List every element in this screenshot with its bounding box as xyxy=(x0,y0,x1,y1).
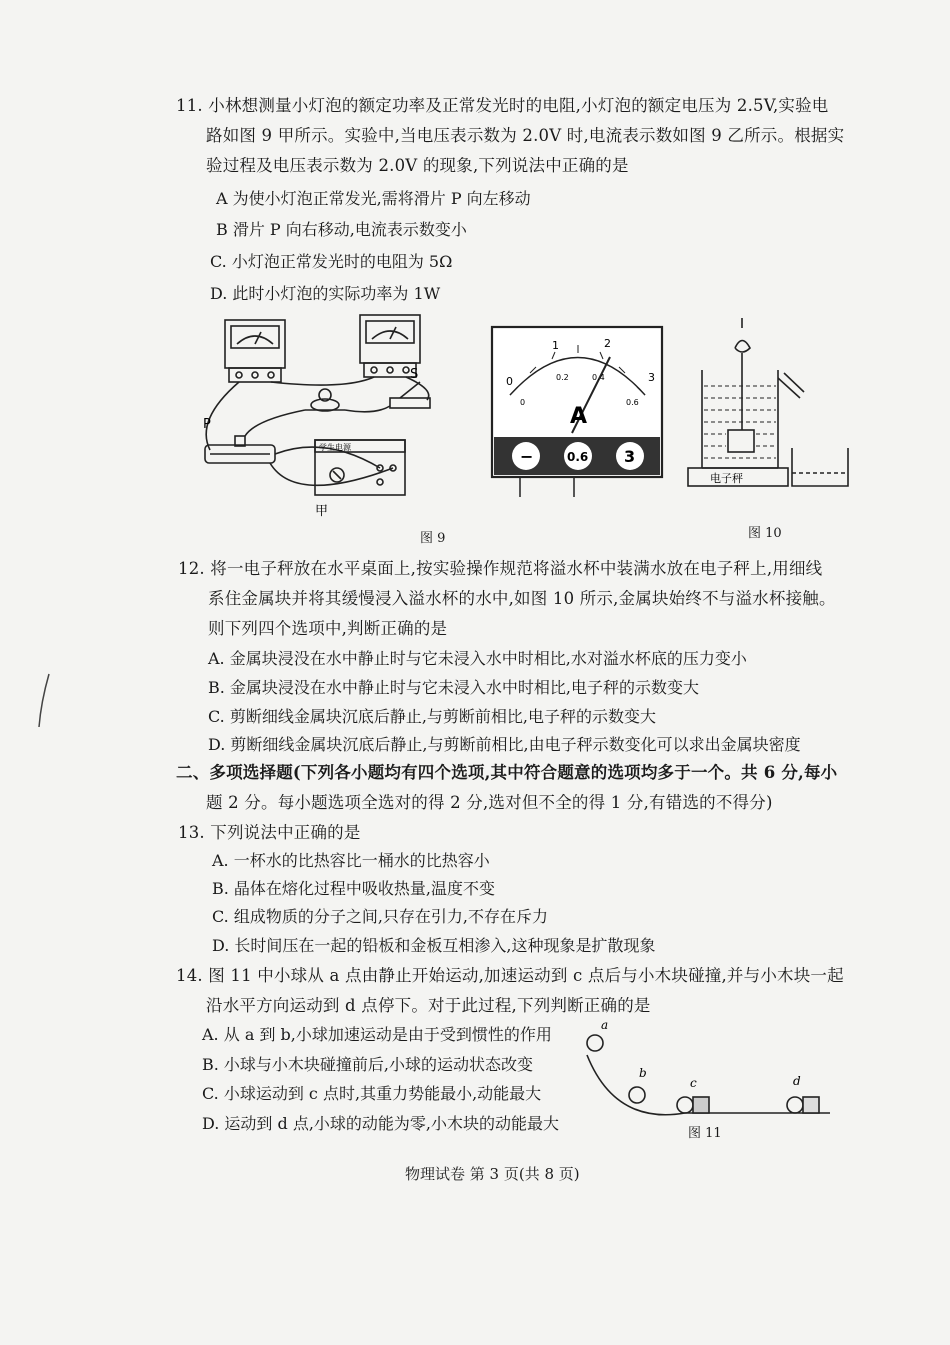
ammeter-tick-2: 2 xyxy=(604,337,611,350)
fig11-block-c xyxy=(693,1097,709,1113)
section2-line-2: 题 2 分。每小题选项全选对的得 2 分,选对但不全的得 1 分,有错选的不得分) xyxy=(206,793,773,812)
section2-line-1: 二、多项选择题(下列各小题均有四个选项,其中符合题意的选项均多于一个。共 6 分,每小 xyxy=(176,763,838,782)
q12-option-d: D. 剪断细线金属块沉底后静止,与剪断前相比,由电子秤示数变化可以求出金属块密度 xyxy=(208,735,801,754)
q12-line-3: 则下列四个选项中,判断正确的是 xyxy=(208,619,448,638)
fig11-diagram xyxy=(575,1015,840,1120)
fig10-scale-label: 电子秤 xyxy=(710,472,743,485)
q12-line-1: 12. 将一电子秤放在水平桌面上,按实验操作规范将溢水杯中装满水放在电子秤上,用细线 xyxy=(178,559,823,578)
ammeter-unit: A xyxy=(570,404,588,429)
page-footer: 物理试卷 第 3 页(共 8 页) xyxy=(405,1165,580,1183)
fig11-ball-c xyxy=(677,1097,693,1113)
margin-pencil-mark xyxy=(35,672,55,732)
terminal-3: 3 xyxy=(624,447,636,466)
q13-stem: 13. 下列说法中正确的是 xyxy=(178,823,361,842)
ammeter-subtick-3: 0.6 xyxy=(626,398,639,407)
fig9-label-jia: 甲 xyxy=(315,504,329,519)
ammeter-tick-3: 3 xyxy=(648,371,655,384)
fig9-circuit-diagram xyxy=(195,310,465,520)
q11-option-c: C. 小灯泡正常发光时的电阻为 5Ω xyxy=(210,252,453,271)
q14-line-1: 14. 图 11 中小球从 a 点由静止开始运动,加速运动到 c 点后与小木块碰撞,并与小木块一起 xyxy=(176,966,844,985)
q12-option-b: B. 金属块浸没在水中静止时与它未浸入水中时相比,电子秤的示数变大 xyxy=(208,678,700,697)
fig9-label-p: P xyxy=(203,417,211,432)
q11-line-3: 验过程及电压表示数为 2.0V 的现象,下列说法中正确的是 xyxy=(206,156,629,175)
q13-option-a: A. 一杯水的比热容比一桶水的比热容小 xyxy=(212,851,490,870)
fig11-block-d xyxy=(803,1097,819,1113)
terminal-minus: − xyxy=(520,447,534,466)
q11-option-b: B 滑片 P 向右移动,电流表示数变小 xyxy=(216,220,467,239)
q13-option-b: B. 晶体在熔化过程中吸收热量,温度不变 xyxy=(212,879,496,898)
q14-option-c: C. 小球运动到 c 点时,其重力势能最小,动能最大 xyxy=(202,1084,542,1103)
fig11-label-a: a xyxy=(601,1018,609,1032)
q12-option-a: A. 金属块浸没在水中静止时与它未浸入水中时相比,水对溢水杯底的压力变小 xyxy=(208,649,747,668)
q11-option-d: D. 此时小灯泡的实际功率为 1W xyxy=(210,284,441,303)
fig11-ball-d xyxy=(787,1097,803,1113)
q13-option-d: D. 长时间压在一起的铅板和金板互相渗入,这种现象是扩散现象 xyxy=(212,936,656,955)
q12-line-2: 系住金属块并将其缓慢浸入溢水杯的水中,如图 10 所示,金属块始终不与溢水杯接触。 xyxy=(208,589,836,608)
terminal-0-6: 0.6 xyxy=(567,450,589,464)
ammeter-subtick-1: 0.2 xyxy=(556,373,569,382)
fig10-diagram xyxy=(680,318,855,503)
fig11-ball-b xyxy=(629,1087,645,1103)
fig10-caption: 图 10 xyxy=(748,526,782,541)
q11-line-1: 11. 小林想测量小灯泡的额定功率及正常发光时的电阻,小灯泡的额定电压为 2.5V,实验电 xyxy=(176,96,829,115)
ammeter-subtick-0: 0 xyxy=(520,398,526,407)
q14-line-2: 沿水平方向运动到 d 点停下。对于此过程,下列判断正确的是 xyxy=(206,996,651,1015)
q12-option-c: C. 剪断细线金属块沉底后静止,与剪断前相比,电子秤的示数变大 xyxy=(208,707,657,726)
fig11-label-d: d xyxy=(793,1074,801,1088)
fig11-label-b: b xyxy=(639,1066,647,1080)
fig11-caption: 图 11 xyxy=(688,1126,722,1141)
fig11-label-c: c xyxy=(690,1076,697,1090)
ammeter-subtick-2: 0.4 xyxy=(592,373,605,382)
fig11-ball-a xyxy=(587,1035,603,1051)
q14-option-a: A. 从 a 到 b,小球加速运动是由于受到惯性的作用 xyxy=(202,1025,552,1044)
fig9-caption: 图 9 xyxy=(420,531,446,546)
q14-option-d: D. 运动到 d 点,小球的动能为零,小木块的动能最大 xyxy=(202,1114,560,1133)
q11-option-a: A 为使小灯泡正常发光,需将滑片 P 向左移动 xyxy=(216,189,531,208)
fig9-ammeter xyxy=(490,325,665,500)
q14-option-b: B. 小球与小木块碰撞前后,小球的运动状态改变 xyxy=(202,1055,534,1074)
q11-line-2: 路如图 9 甲所示。实验中,当电压表示数为 2.0V 时,电流表示数如图 9 乙所示。根据实 xyxy=(206,126,845,145)
fig9-power-label: 学生电源 xyxy=(319,443,351,452)
q13-option-c: C. 组成物质的分子之间,只存在引力,不存在斥力 xyxy=(212,907,549,926)
ammeter-tick-0: 0 xyxy=(506,375,513,388)
ammeter-tick-1: 1 xyxy=(552,339,559,352)
fig9-label-s: S xyxy=(410,367,419,382)
